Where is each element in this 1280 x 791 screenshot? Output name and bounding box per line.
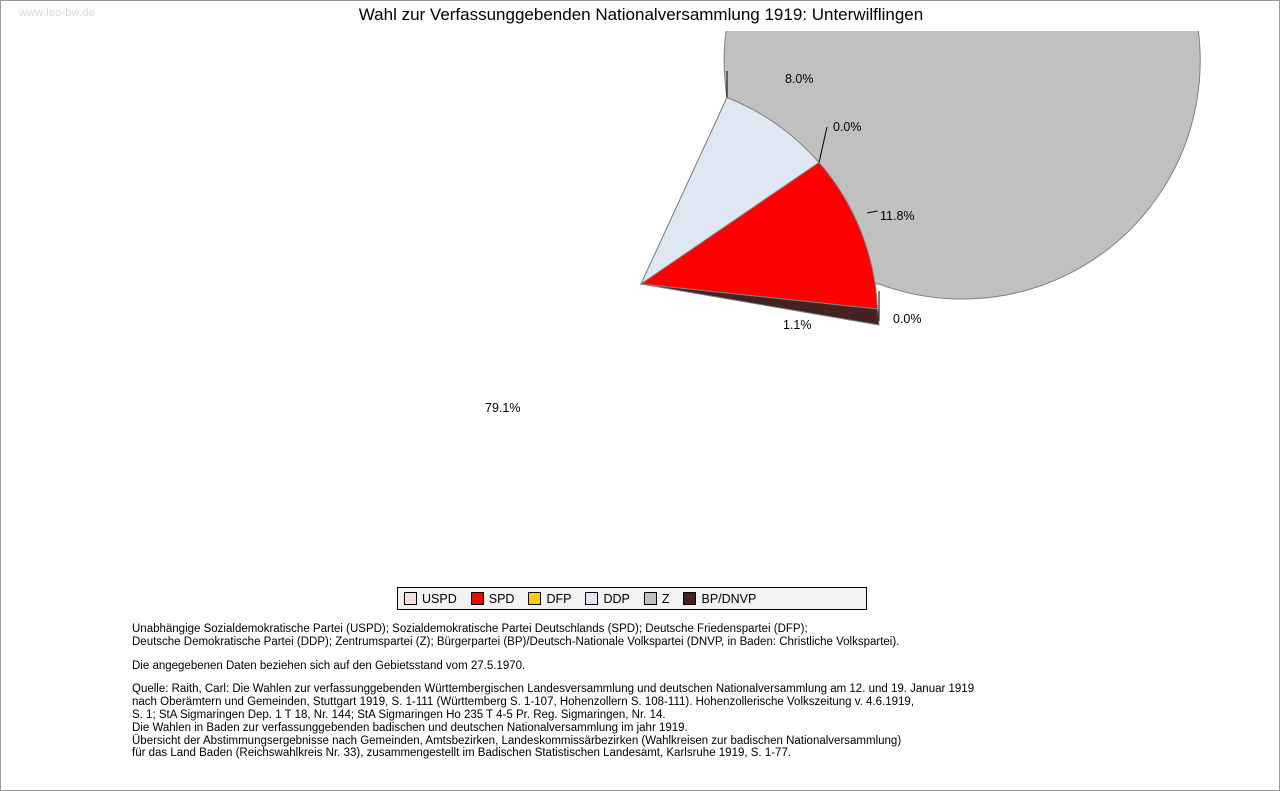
- footnotes: [132, 623, 1192, 771]
- footnote-source-line-5: Übersicht der Abstimmungsergebnisse nach Gemeinden, Amtsbezirken, Landeskommissärbezirken (Wahlkreisen zur badischen Nationalversammlung): [132, 734, 902, 747]
- legend-label-ddp: DDP: [603, 591, 630, 606]
- legend-item-dfp: [528, 592, 571, 606]
- footnote-parties-line-1: Unabhängige Sozialdemokratische Partei (USPD); Sozialdemokratische Partei Deutschlands (SPD); Deutsche Friedenspartei (DFP);: [132, 623, 808, 635]
- legend-label-dfp: DFP: [546, 591, 572, 606]
- legend-label-bpdnvp: BP/DNVP: [701, 591, 757, 606]
- footnote-source: [132, 683, 1192, 760]
- label-ddp: 8.0%: [785, 72, 814, 86]
- legend-item-ddp: [585, 592, 629, 606]
- chart-legend: [397, 587, 867, 610]
- label-spd: 11.8%: [880, 209, 915, 223]
- watermark: www.leo-bw.de: [19, 7, 95, 19]
- legend-item-spd: [471, 592, 515, 606]
- legend-swatch-z: [644, 592, 657, 605]
- legend-swatch-spd: [471, 592, 484, 605]
- legend-item-uspd: [404, 592, 457, 606]
- footnote-source-line-3: S. 1; StA Sigmaringen Dep. 1 T 18, Nr. 144; StA Sigmaringen Ho 235 T 4-5 Pr. Reg. Sigmaringen, Nr. 14.: [132, 708, 666, 721]
- legend-swatch-dfp: [528, 592, 541, 605]
- footnote-source-line-2: nach Oberämtern und Gemeinden, Stuttgart 1919, S. 1-111 (Württemberg S. 1-107, Hohenzollern S. 108-111). Hohenzollerische Volkszeitung v. 4.6.1919,: [132, 696, 915, 709]
- footnote-source-line-1: Quelle: Raith, Carl: Die Wahlen zur verfassunggebenden Württembergischen Landesversammlung und deutschen Nationalversammlung am 12. und 19. Januar 1919: [132, 683, 975, 696]
- pie-svg: [1, 31, 1280, 571]
- legend-label-z: Z: [661, 591, 670, 606]
- label-bpdnvp: 1.1%: [783, 318, 812, 332]
- footnote-source-line-6: für das Land Baden (Reichswahlkreis Nr. 33), zusammengestellt im Badischen Statistischen Landesamt, Karlsruhe 1919, S. 1-77.: [132, 747, 792, 760]
- footnote-territory-line-1: Die angegebenen Daten beziehen sich auf den Gebietsstand vom 27.5.1970.: [132, 659, 526, 672]
- page-title: Wahl zur Verfassunggebenden Nationalversammlung 1919: Unterwilflingen: [358, 5, 924, 24]
- legend-label-uspd: USPD: [422, 591, 457, 606]
- label-uspd: 0.0%: [833, 120, 862, 134]
- legend-label-spd: SPD: [488, 591, 515, 606]
- legend-swatch-uspd: [404, 592, 417, 605]
- legend-swatch-bpdnvp: [683, 592, 696, 605]
- footnote-parties-line-2: Deutsche Demokratische Partei (DDP); Zentrumspartei (Z); Bürgerpartei (BP)/Deutsch-Nationale Volkspartei (DNVP, in Baden: Christliche Volkspartei).: [132, 635, 900, 648]
- footnote-source-line-4: Die Wahlen in Baden zur verfassunggebenden badischen und deutschen Nationalversammlung im jahr 1919.: [132, 721, 688, 734]
- pie-chart: [1, 31, 1280, 571]
- legend-item-bpdnvp: [683, 592, 756, 606]
- label-z: 79.1%: [485, 401, 521, 415]
- footnote-territory: [132, 660, 1192, 673]
- label-dfp: 0.0%: [893, 312, 922, 326]
- footnote-parties: [132, 623, 1192, 649]
- legend-swatch-ddp: [585, 592, 598, 605]
- legend-item-z: [644, 592, 670, 606]
